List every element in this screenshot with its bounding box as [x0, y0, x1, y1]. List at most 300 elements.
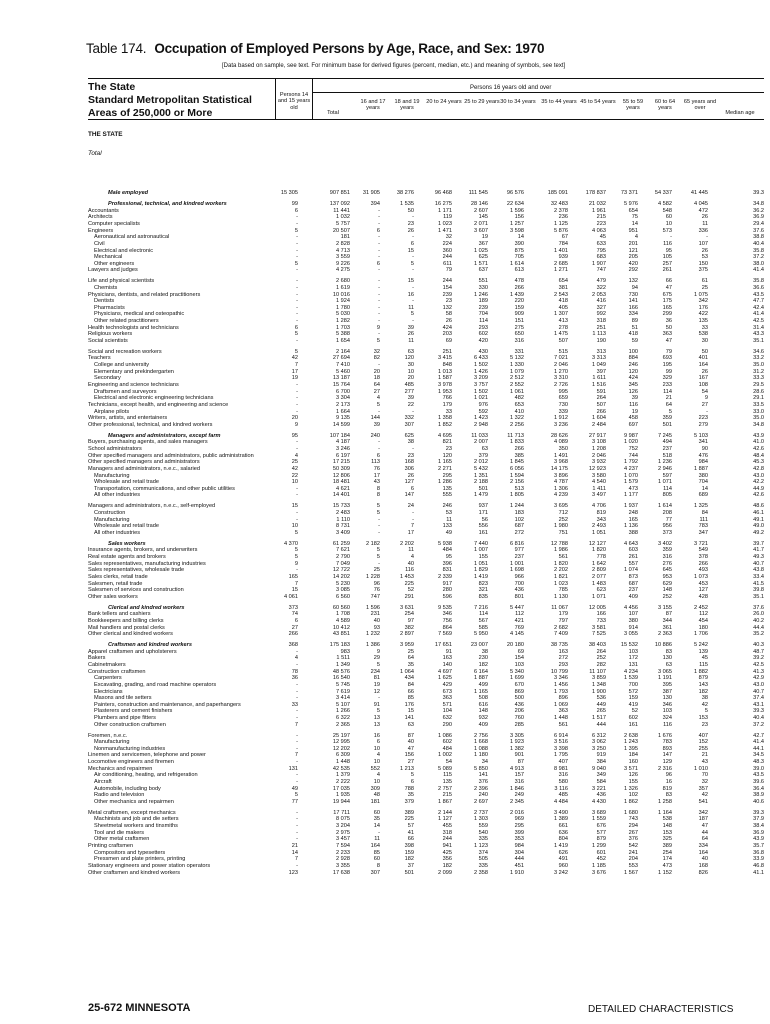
row-cell: 1 594 [510, 472, 524, 479]
row-cell: 47 [665, 284, 672, 291]
row-cell: 11 033 [471, 432, 488, 439]
row-cell: 3 497 [592, 492, 606, 499]
row-cell: 182 [478, 661, 488, 668]
row-cell: 795 [596, 247, 606, 254]
row-cell: - [296, 304, 298, 311]
row-cell: 1 517 [592, 715, 606, 722]
row-cell: 434 [404, 675, 414, 682]
row-cell: 3 065 [658, 668, 672, 675]
row-cell: 6 [376, 452, 380, 459]
table-row [88, 594, 764, 601]
row-cell: 2 202 [554, 567, 568, 574]
row-cell: 49.0 [753, 523, 764, 530]
row-label: Manufacturing [94, 472, 130, 479]
row-cell: 893 [662, 745, 672, 752]
row-cell: 49.2 [753, 529, 764, 536]
row-cell: 969 [514, 816, 524, 823]
row-label: Wholesale and retail trade [94, 479, 159, 486]
row-cell: 87 [665, 611, 672, 618]
table-row [88, 415, 764, 422]
row-cell: 6 056 [510, 465, 524, 472]
row-cell: 103 [514, 661, 524, 668]
row-cell: 54 [445, 759, 452, 766]
row-cell: 43.0 [753, 472, 764, 479]
table-row [88, 510, 764, 517]
row-cell: 2 046 [592, 452, 606, 459]
row-cell: 43.5 [753, 772, 764, 779]
row-cell: 2 483 [336, 509, 350, 516]
table-row [88, 715, 764, 722]
row-cell: 135 [698, 318, 708, 325]
row-cell: 424 [442, 324, 452, 331]
row-cell: 1 587 [438, 375, 452, 382]
row-cell: 321 [478, 587, 488, 594]
row-cell: 17 [291, 368, 298, 375]
row-label: Other specified managers and administrators [88, 459, 200, 466]
row-cell: 1 614 [510, 260, 524, 267]
row-cell: 705 [514, 254, 524, 261]
row-cell: 165 [628, 516, 638, 523]
row-cell: 7 021 [554, 355, 568, 362]
row-cell: 21 [665, 395, 672, 402]
row-cell: 33.2 [753, 355, 764, 362]
table-row [88, 554, 764, 561]
row-cell: 27 [291, 624, 298, 631]
row-cell: 4 589 [336, 617, 350, 624]
row-cell: 42 535 [332, 765, 350, 772]
row-label: Writers, artists, and entertainers [88, 415, 168, 422]
row-cell: 1 846 [510, 785, 524, 792]
row-cell: 937 [478, 503, 488, 510]
table-row [88, 433, 764, 440]
row-cell: 343 [596, 516, 606, 523]
row-cell: 8 [376, 492, 380, 499]
table-row [88, 486, 764, 493]
row-cell: 77 [291, 798, 298, 805]
row-cell: 38.4 [753, 823, 764, 830]
row-cell: 8 981 [554, 765, 568, 772]
row-cell: 43.1 [753, 701, 764, 708]
table-row [88, 722, 764, 729]
row-cell: 11 107 [589, 668, 606, 675]
row-cell: 601 [596, 849, 606, 856]
row-cell: 13 187 [332, 375, 350, 382]
row-cell: 57 [407, 823, 414, 830]
row-cell: 143 [698, 681, 708, 688]
row-cell: - [378, 284, 380, 291]
row-cell: 2 363 [658, 631, 672, 638]
row-cell: 1 395 [624, 745, 638, 752]
row-cell: 730 [628, 291, 638, 298]
row-cell: 181 [340, 234, 350, 241]
row-cell: 3 313 [592, 355, 606, 362]
row-cell: 4 089 [554, 439, 568, 446]
row-cell: 44.1 [753, 745, 764, 752]
row-cell: 1 051 [474, 560, 488, 567]
row-cell: 7 410 [336, 362, 350, 369]
table-row [88, 248, 764, 255]
row-cell: - [412, 408, 414, 415]
row-cell: 84 [701, 509, 708, 516]
row-cell: 687 [628, 580, 638, 587]
row-cell: 70 [701, 772, 708, 779]
row-cell: 346 [442, 611, 452, 618]
row-cell: 1 483 [592, 580, 606, 587]
row-cell: 5 460 [336, 368, 350, 375]
row-cell: 272 [514, 529, 524, 536]
row-cell: - [412, 214, 414, 221]
row-cell: 1 479 [474, 492, 488, 499]
row-cell: 240 [478, 792, 488, 799]
row-cell: 345 [628, 382, 638, 389]
row-cell: 357 [698, 785, 708, 792]
row-cell: 1 351 [474, 472, 488, 479]
row-cell: 473 [662, 862, 672, 869]
row-label: Life and physical scientists [88, 278, 155, 285]
row-cell: 230 [478, 655, 488, 662]
row-cell: 1 795 [554, 752, 568, 759]
row-cell: 183 [514, 509, 524, 516]
row-cell: - [296, 661, 298, 668]
row-cell: 43 851 [332, 631, 350, 638]
row-cell: 35 [407, 792, 414, 799]
row-cell: 33.4 [753, 573, 764, 580]
row-cell: 3 209 [474, 375, 488, 382]
row-cell: 2 173 [336, 401, 350, 408]
row-cell: 32 [701, 779, 708, 786]
row-cell: 215 [596, 214, 606, 221]
row-cell: 30 [701, 338, 708, 345]
row-cell: 2 726 [554, 382, 568, 389]
row-label: Plasterers and cement finishers [94, 708, 173, 715]
row-cell: 316 [514, 338, 524, 345]
row-cell: 805 [662, 492, 672, 499]
row-cell: 5 [376, 401, 380, 408]
row-cell: 879 [698, 675, 708, 682]
row-cell: 32 [445, 234, 452, 241]
row-cell: - [296, 318, 298, 325]
row-cell: 181 [370, 798, 380, 805]
row-cell: 2 358 [474, 869, 488, 876]
row-cell: 2 484 [592, 421, 606, 428]
row-cell: - [706, 408, 708, 415]
state-heading-2: Standard Metropolitan Statistical [88, 94, 252, 106]
row-cell: 1 032 [336, 214, 350, 221]
row-cell: 491 [558, 856, 568, 863]
row-cell: 6 [410, 779, 414, 786]
row-cell: 153 [698, 715, 708, 722]
row-cell: 418 [628, 331, 638, 338]
row-cell: 1 820 [554, 560, 568, 567]
row-cell: 390 [514, 240, 524, 247]
row-cell: 3 250 [592, 745, 606, 752]
table-row [88, 631, 764, 638]
row-cell: 577 [596, 829, 606, 836]
row-cell: 976 [478, 401, 488, 408]
row-cell: 591 [596, 388, 606, 395]
row-cell: 4 [294, 452, 298, 459]
row-cell: 756 [442, 617, 452, 624]
table-row [88, 318, 764, 325]
row-cell: 454 [698, 617, 708, 624]
row-cell: 123 [288, 869, 298, 876]
row-cell: 2 897 [400, 631, 414, 638]
row-cell: 195 [662, 362, 672, 369]
row-cell: 548 [662, 207, 672, 214]
row-cell: - [296, 338, 298, 345]
row-cell: - [296, 234, 298, 241]
row-cell: 316 [662, 553, 672, 560]
row-cell: - [296, 809, 298, 816]
row-cell: 346 [662, 701, 672, 708]
row-cell: - [378, 234, 380, 241]
row-cell: 1 299 [592, 843, 606, 849]
row-cell: 233 [662, 382, 672, 389]
row-cell: 74 [291, 611, 298, 618]
row-cell: 293 [478, 324, 488, 331]
row-cell: 5 [410, 260, 414, 267]
row-cell: 53 [701, 254, 708, 261]
row-cell: 2 164 [336, 348, 350, 355]
row-cell: 63 [407, 348, 414, 355]
row-cell: 83 [665, 648, 672, 655]
table-row [88, 208, 764, 215]
row-cell: - [378, 529, 380, 536]
row-cell: 573 [662, 227, 672, 234]
row-cell: 129 [662, 759, 672, 766]
row-cell: 637 [478, 267, 488, 274]
row-cell: 241 [628, 849, 638, 856]
row-cell: - [296, 862, 298, 869]
row-cell: 24 [407, 503, 414, 510]
row-cell: 409 [628, 593, 638, 600]
row-cell: 1 411 [592, 485, 606, 492]
row-cell: 41.3 [753, 668, 764, 675]
table-row [88, 625, 764, 632]
col-persons: Persons 14 and 15 years old [277, 92, 311, 111]
row-cell: 14 [373, 823, 380, 830]
row-cell: - [296, 485, 298, 492]
row-cell: 11 [408, 547, 414, 554]
row-cell: 4 275 [336, 267, 350, 274]
row-cell: 5 [704, 708, 708, 715]
row-cell: 625 [404, 432, 414, 439]
row-cell: 1 792 [624, 459, 638, 466]
row-cell: 107 184 [329, 432, 350, 439]
row-cell: 42.5 [753, 318, 764, 325]
table-row [88, 338, 764, 345]
row-cell: 58 [445, 311, 452, 318]
row-cell: 26.0 [753, 611, 764, 618]
row-cell: 114 [663, 485, 672, 492]
row-cell: 941 [442, 843, 452, 849]
row-cell: 1 165 [438, 459, 452, 466]
row-cell: 14 175 [550, 465, 568, 472]
row-cell: 38.8 [753, 234, 764, 241]
row-cell: 40 [407, 739, 414, 746]
row-cell: 67 [561, 234, 568, 241]
row-cell: 1 001 [510, 560, 524, 567]
row-label: Clerical and kindred workers [108, 604, 185, 611]
row-label: Carpenters [94, 675, 122, 682]
row-cell: 239 [442, 291, 452, 298]
row-cell: 2 071 [474, 220, 488, 227]
row-cell: 50 [407, 207, 414, 214]
row-label: Cabinetmakers [88, 661, 126, 668]
row-cell: 14 [517, 234, 524, 241]
row-cell: 141 [628, 298, 638, 305]
row-cell: - [378, 298, 380, 305]
row-cell: 6 322 [336, 715, 350, 722]
row-cell: 2 638 [624, 732, 638, 739]
row-label: All other industries [94, 492, 141, 499]
row-cell: 567 [478, 617, 488, 624]
row-label: Draftsmen and surveyors [94, 388, 157, 395]
row-cell: - [412, 298, 414, 305]
row-cell: 115 [443, 772, 452, 779]
row-cell: 39 [407, 395, 414, 402]
row-cell: 778 [596, 553, 606, 560]
table-row [88, 799, 764, 806]
row-cell: 542 [628, 843, 638, 849]
row-cell: 279 [698, 421, 708, 428]
row-cell: - [412, 446, 414, 452]
row-cell: 41 445 [690, 190, 708, 197]
row-cell: - [412, 267, 414, 274]
row-cell: 37.9 [753, 816, 764, 823]
row-label: Sales representatives, manufacturing industries [88, 560, 206, 567]
row-cell: 744 [628, 452, 638, 459]
row-cell: 788 [404, 785, 414, 792]
row-label: Wholesale and retail trade [94, 523, 159, 530]
row-cell: 48 [373, 792, 380, 799]
row-cell: 5 230 [336, 580, 350, 587]
row-cell: 264 [596, 395, 606, 402]
row-cell: 2 682 [554, 624, 568, 631]
table-row [88, 325, 764, 332]
row-cell: 1 282 [336, 318, 350, 325]
row-cell: 3 721 [694, 540, 708, 547]
row-cell: 1 232 [366, 631, 380, 638]
col-65: 65 years and over [683, 99, 717, 112]
row-cell: 1 821 [554, 573, 568, 580]
row-cell: 39 [373, 421, 380, 428]
row-cell: 538 [662, 816, 672, 823]
row-cell: 398 [404, 843, 414, 849]
row-cell: 654 [558, 278, 568, 285]
row-cell: - [670, 234, 672, 241]
row-cell: 234 [370, 668, 380, 675]
row-label: Salesmen of services and construction [88, 587, 184, 594]
row-cell: 919 [596, 752, 606, 759]
row-cell: 309 [370, 785, 380, 792]
row-cell: 613 [514, 267, 524, 274]
row-cell: 261 [628, 553, 638, 560]
row-cell: 3 402 [658, 540, 672, 547]
row-cell: 541 [698, 798, 708, 805]
row-cell: - [296, 516, 298, 523]
row-cell: 316 [558, 772, 568, 779]
table-row [88, 567, 764, 574]
row-cell: 112 [699, 611, 708, 618]
row-cell: 6 700 [336, 388, 350, 395]
row-cell: 1 953 [438, 388, 452, 395]
row-cell: 2 316 [658, 765, 672, 772]
table-row [88, 739, 764, 746]
row-cell: 670 [514, 681, 524, 688]
row-cell: 1 125 [554, 220, 568, 227]
row-cell: - [296, 816, 298, 823]
row-cell: - [378, 247, 380, 254]
row-cell: 472 [698, 207, 708, 214]
row-label: Foremen, n.e.c. [88, 732, 128, 739]
row-cell: 3 221 [592, 785, 606, 792]
table-subnote: [Data based on sample, see text. For minimum base for derived figures (percent, median, etc.) and meaning of symbols, see text] [222, 63, 566, 69]
row-cell: 552 [370, 765, 380, 772]
row-cell: 436 [514, 587, 524, 594]
row-cell: 42.7 [753, 732, 764, 739]
row-cell: 602 [478, 331, 488, 338]
row-cell: 361 [662, 624, 672, 631]
row-cell: 1 307 [554, 311, 568, 318]
row-cell: 223 [698, 415, 708, 422]
row-cell: 1 559 [592, 816, 606, 823]
row-cell: 336 [698, 227, 708, 234]
row-cell: 5 [668, 408, 672, 415]
row-cell: 164 [698, 362, 708, 369]
row-cell: 697 [628, 421, 638, 428]
table-row [88, 642, 764, 649]
row-cell: 23 [407, 220, 414, 227]
row-cell: 493 [698, 567, 708, 574]
row-label: Linemen and servicemen, telephone and power [88, 752, 206, 759]
row-cell: 654 [628, 207, 638, 214]
row-cell: 40.3 [753, 642, 764, 649]
row-cell: 42.5 [753, 661, 764, 668]
row-cell: 155 [478, 553, 488, 560]
row-label: Dentists [94, 298, 115, 305]
table-row [88, 311, 764, 318]
row-cell: 1 986 [554, 547, 568, 554]
row-cell: 14 [701, 485, 708, 492]
row-cell: 223 [596, 220, 606, 227]
row-cell: 10 [373, 759, 380, 766]
row-cell: - [378, 560, 380, 567]
row-cell: 182 [698, 688, 708, 695]
row-cell: 2 552 [510, 382, 524, 389]
row-cell: 1 708 [336, 611, 350, 618]
row-cell: 39.7 [753, 540, 764, 547]
row-cell: 52 [407, 587, 414, 594]
row-cell: 4 237 [624, 465, 638, 472]
row-cell: 17 [407, 529, 414, 536]
row-cell: 747 [596, 267, 606, 274]
row-cell: 237 [628, 587, 638, 594]
row-cell: 5 [376, 553, 380, 560]
row-cell: 5 976 [624, 201, 638, 208]
row-cell: 29.5 [753, 382, 764, 389]
row-cell: 1 852 [438, 421, 452, 428]
row-cell: 4 695 [438, 432, 452, 439]
row-cell: 17 215 [332, 459, 350, 466]
row-cell: 47 [701, 823, 708, 830]
row-cell: 3 304 [336, 395, 350, 402]
row-cell: 2 046 [554, 362, 568, 369]
row-cell: 10 [291, 523, 298, 530]
row-cell: 11 441 [333, 207, 350, 214]
row-cell: 960 [558, 862, 568, 869]
row-cell: 1 071 [658, 479, 672, 486]
